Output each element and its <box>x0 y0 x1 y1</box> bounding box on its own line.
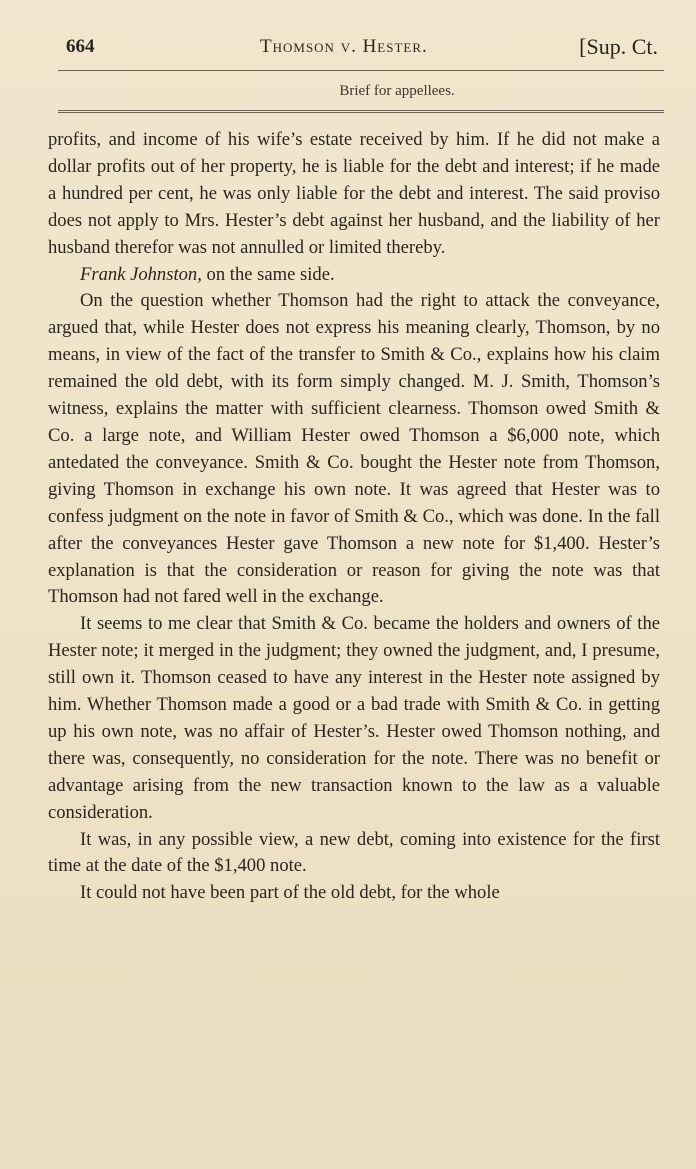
paragraph-4: It seems to me clear that Smith & Co. became the holders and owners of the Hester note; it merged in the judgment; they owned the judgment, and, I presume, still own it. Thomson ceased to have any interest in the Hester note assigned by him. Whether Thomson made a good or a bad trade with Smith & Co. in getting up his own note, was no affair of Hester’s. Hester owed Thomson nothing, and there was, consequently, no consideration for the note. There was no benefit or advantage arising from the new transaction known to the law as a valuable consideration. <box>48 613 660 823</box>
body-text <box>48 127 660 907</box>
page-number: 664 <box>66 36 95 57</box>
counsel-side: on the same side. <box>201 263 335 285</box>
running-title: Thomson v. Hester. <box>260 36 428 57</box>
court-label: [Sup. Ct. <box>579 34 658 59</box>
paragraph-6: It could not have been part of the old debt, for the whole <box>80 882 500 904</box>
running-head <box>20 30 664 70</box>
paragraph-2 <box>48 262 660 289</box>
counsel-name: Frank Johnston, <box>80 263 202 285</box>
paragraph-3: On the question whether Thomson had the right to attack the conveyance, argued that, while Hester does not express his meaning clearly, Thomson, by no means, in view of the fact of the transfer to Smith & Co., explains how his claim remained the old debt, with its form simply changed. M. J. Smith, Thomson’s witness, explains the matter with sufficient clearness. Thomson owed Smith & Co. a large note, and William Hester owed Thomson a $6,000 note, which antedated the conveyance. Smith & Co. bought the Hester note from Thomson, giving Thomson in exchange his own note. It was agreed that Hester was to confess judgment on the note in favor of Smith & Co., which was done. In the fall after the conveyances Hester gave Thomson a new note for $1,400. Hester’s explanation is that the consideration or reason for giving the note was that Thomson had not fared well in the exchange. <box>48 290 660 608</box>
paragraph-5: It was, in any possible view, a new debt, coming into existence for the first time at the date of the $1,400 note. <box>48 828 660 877</box>
subheader-rule <box>58 110 664 113</box>
subheader: Brief for appellees. <box>339 83 455 99</box>
paragraph-1: profits, and income of his wife’s estate received by him. If he did not make a dollar profits out of her property, he is liable for the debt and interest; if he made a hundred per cent, he was only liable for the debt and interest. The said proviso does not apply to Mrs. Hester’s debt against her husband, and the liability of her husband therefor was not annulled or limited thereby. <box>48 129 660 258</box>
